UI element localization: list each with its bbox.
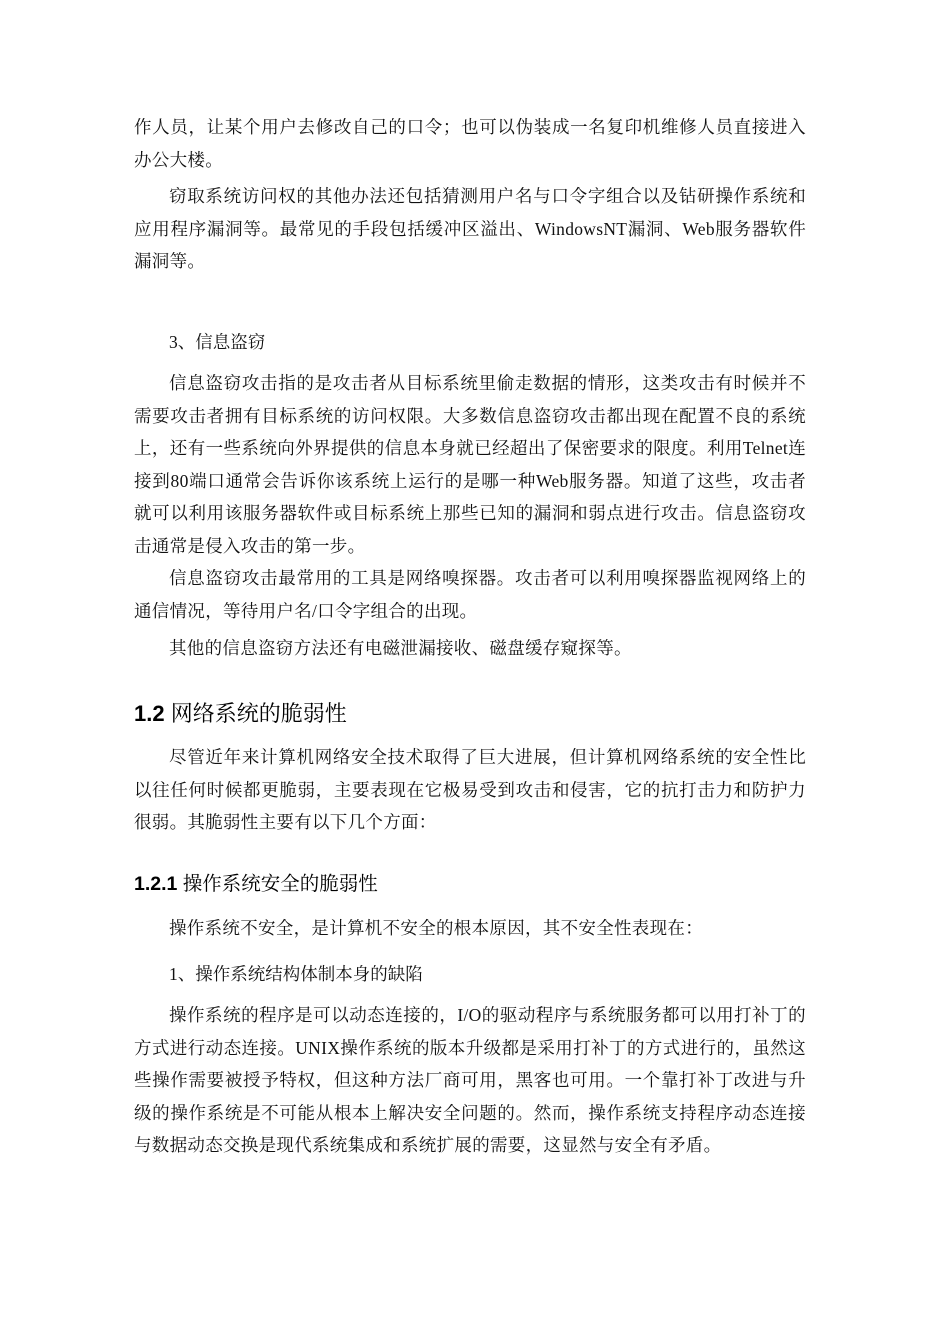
paragraph-os-insecure: 操作系统不安全，是计算机不安全的根本原因，其不安全性表现在： <box>169 918 703 938</box>
paragraph-social-engineering-end: 作人员，让某个用户去修改自己的口令；也可以伪装成一名复印机维修人员直接进入办公大楼。 <box>134 117 806 170</box>
section-title: 网络系统的脆弱性 <box>170 701 347 726</box>
paragraph-information-theft: 信息盗窃攻击指的是攻击者从目标系统里偷走数据的情形，这类攻击有时候并不需要攻击者拥有目标系统的访问权限。大多数信息盗窃攻击都出现在配置不良的系统上，还有一些系统向外界提供的信息本身就已经超出了保密要求的限度。利用Telnet连接到80端口通常会告诉你该系统上运行的是哪一种Web服务器。知道了这些，攻击者就可以利用该服务器软件或目标系统上那些已知的漏洞和弱点进行攻击。信息盗窃攻击通常是侵入攻击的第一步。 <box>134 373 806 556</box>
paragraph-vulnerability-intro: 尽管近年来计算机网络安全技术取得了巨大进展，但计算机网络系统的安全性比以往任何时候都更脆弱，主要表现在它极易受到攻击和侵害，它的抗打击力和防护力很弱。其脆弱性主要有以下几个方面： <box>134 747 806 832</box>
section-heading-1-2 <box>134 699 347 729</box>
paragraph-other-methods: 其他的信息盗窃方法还有电磁泄漏接收、磁盘缓存窥探等。 <box>169 638 632 658</box>
paragraph-sniffer: 信息盗窃攻击最常用的工具是网络嗅探器。攻击者可以利用嗅探器监视网络上的通信情况，等待用户名/口令字组合的出现。 <box>134 568 806 621</box>
subsection-title: 操作系统安全的脆弱性 <box>182 873 378 895</box>
list-item-os-structure: 1、操作系统结构体制本身的缺陷 <box>169 964 423 984</box>
paragraph-dynamic-linking: 操作系统的程序是可以动态连接的，I/O的驱动程序与系统服务都可以用打补丁的方式进行动态连接。UNIX操作系统的版本升级都是采用打补丁的方式进行的，虽然这些操作需要被授予特权，但这种方法厂商可用，黑客也可用。一个靠打补丁改进与升级的操作系统是不可能从根本上解决安全问题的。然而，操作系统支持程序动态连接与数据动态交换是现代系统集成和系统扩展的需要，这显然与安全有矛盾。 <box>134 1005 806 1155</box>
section-number: 1.2 <box>134 701 165 726</box>
subsection-number: 1.2.1 <box>134 873 178 895</box>
list-item-information-theft: 3、信息盗窃 <box>169 332 266 352</box>
section-heading-1-2-1 <box>134 870 378 898</box>
paragraph-access-theft: 窃取系统访问权的其他办法还包括猜测用户名与口令字组合以及钻研操作系统和应用程序漏洞等。最常见的手段包括缓冲区溢出、WindowsNT漏洞、Web服务器软件漏洞等。 <box>134 186 806 271</box>
